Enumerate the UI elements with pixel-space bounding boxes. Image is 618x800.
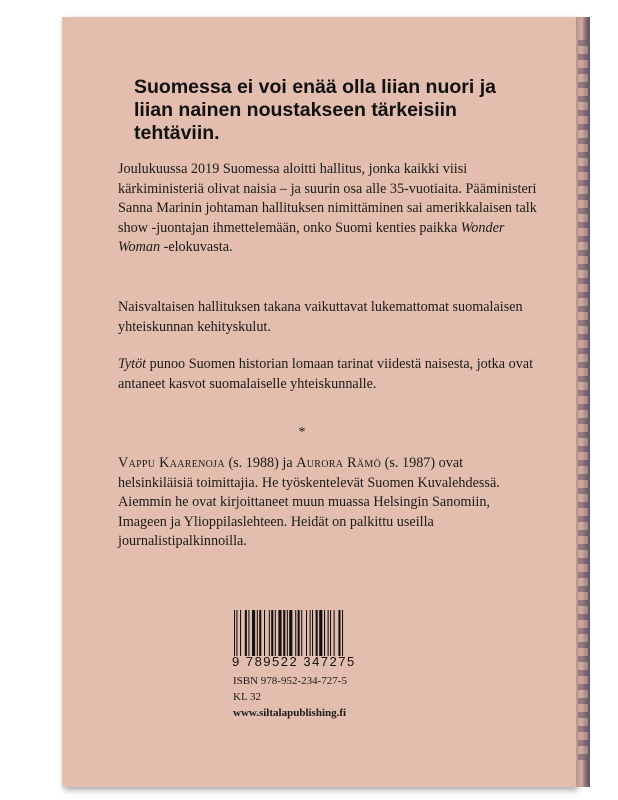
author-bio-text: (s. 1987) ovat helsinkiläisiä toimittajia. He työskentelevät Suomen Kuvalehdessä. Aiemmin he ovat kirjoittaneet muun muassa Helsingin Sanomiin, Imageen ja Ylioppilaslehteen. Heidät on palkittu useilla journalistipalkinnoilla. [118,455,500,550]
barcode-bar [283,610,285,656]
barcode-bar [248,610,249,656]
barcode-bar [298,610,300,656]
barcode-bar [342,610,343,656]
barcode-bar [264,610,265,656]
barcode-bar [287,610,288,656]
isbn: ISBN 978-952-234-727-5 [233,675,347,687]
barcode-bar [316,610,318,656]
blurb-paragraph-1 [118,160,538,258]
barcode-bar [245,610,247,656]
barcode-bar [319,610,322,656]
cover-headline: Suomessa ei voi enää olla liian nuori ja liian nainen noustakseen tärkeisiin tehtäviin. [134,76,496,144]
barcode-bar [310,610,311,656]
barcode-number: 9 789522 347275 [232,654,356,669]
barcode-bar [278,610,281,656]
blurb-text: -elokuvasta. [160,239,233,256]
author-name-1: Vappu Kaarenoja [118,455,225,471]
barcode-bar [334,610,335,656]
author-bio-text: (s. 1988) ja [224,455,297,471]
barcode-bar [259,610,261,656]
blurb-paragraph-2: Naisvaltaisen hallituksen takana vaikuttavat lukemattomat suomalaisen yhteiskunnan kehityskulut. [118,299,523,335]
barcode-bar [338,610,340,656]
author-name-2: Aurora Rämö [296,455,382,471]
barcode-bar [330,610,331,656]
barcode-bar [257,610,258,656]
library-class: KL 32 [233,691,262,703]
publisher-url: www.siltalapublishing.fi [233,707,347,719]
barcode-bar [324,610,325,656]
blurb-text: Joulukuussa 2019 Suomessa aloitti hallitus, jonka kaikki viisi kärkiministeriä olivat naisia – ja suurin osa alle 35-vuotiaita. Pääministeri Sanna Marinin johtaman hallituksen nimittäminen sai amerikkalaisen talk show -juontajan ihmettelemään, onko Suomi kenties paikka [118,161,537,236]
barcode-bar [234,610,235,656]
barcode-bar [236,610,237,656]
barcode-bar [312,610,313,656]
barcode-bar [306,610,307,656]
barcode-bar [269,610,270,656]
barcode-bar [301,610,302,656]
barcode-bar [240,610,241,656]
blurb-paragraph-3 [118,355,538,394]
book-title: Tytöt [118,356,147,372]
barcode-bar [289,610,292,656]
author-bio [118,454,538,552]
barcode-bar [328,610,329,656]
barcode-bar [275,610,276,656]
spine-pattern [578,40,588,760]
barcode-bars [232,610,382,656]
section-separator: * [298,425,306,440]
film-title: Wonder Woman [118,219,505,256]
barcode-bar [295,610,296,656]
barcode-bar [271,610,273,656]
blurb-text: punoo Suomen historian lomaan tarinat viidestä naisesta, jotka ovat antaneet kasvot suomalaiselle yhteiskunnalle. [118,356,534,392]
barcode-bar [252,610,255,656]
